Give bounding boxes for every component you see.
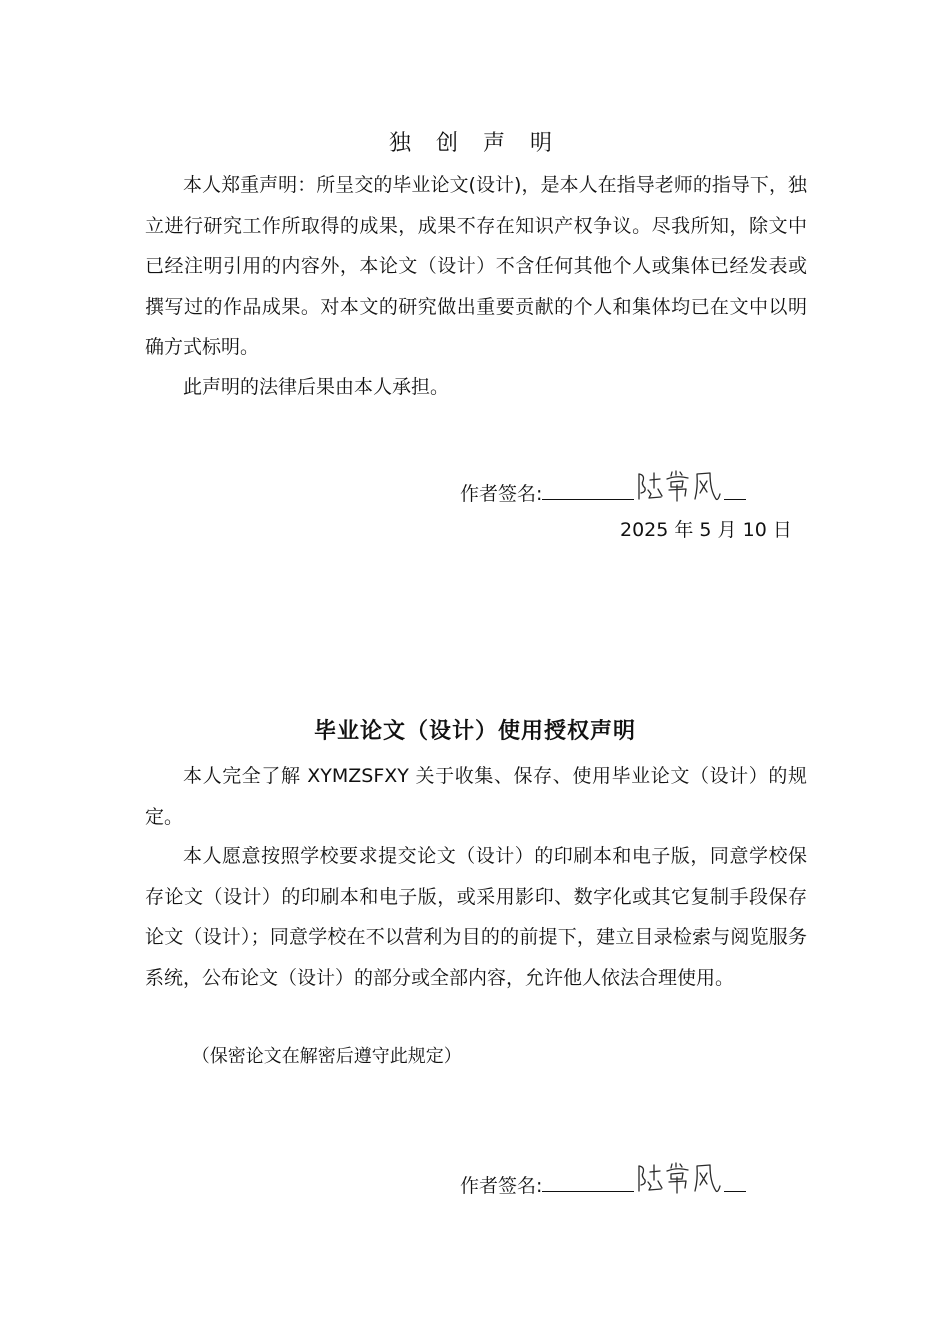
declaration-signature-line (460, 466, 746, 506)
signature-blank-tail (724, 1191, 746, 1192)
declaration-paragraph-2: 此声明的法律后果由本人承担。 (183, 376, 450, 398)
declaration-paragraph-1: 本人郑重声明：所呈交的毕业论文(设计)，是本人在指导老师的指导下，独立进行研究工作所取得的成果，成果不存在知识产权争议。尽我所知，除文中已经注明引用的内容外，本论文（设计）不含任何其他个人或集体已经发表或撰写过的作品成果。对本文的研究做出重要贡献的个人和集体均已在文中以明确方式标明。 (145, 174, 807, 358)
handwritten-signature (634, 466, 724, 506)
declaration-title: 独 创 声 明 (389, 131, 561, 156)
authorization-paragraph-2: 本人愿意按照学校要求提交论文（设计）的印刷本和电子版，同意学校保存论文（设计）的印刷本和电子版，或采用影印、数字化或其它复制手段保存论文（设计）；同意学校在不以营利为目的的前提下，建立目录检索与阅览服务系统，公布论文（设计）的部分或全部内容，允许他人依法合理使用。 (145, 845, 807, 989)
signature-blank (542, 499, 634, 500)
signature-label: 作者签名: (460, 1175, 543, 1197)
authorization-title: 毕业论文（设计）使用授权声明 (313, 719, 636, 744)
authorization-paragraph-1: 本人完全了解 XYMZSFXY 关于收集、保存、使用毕业论文（设计）的规定。 (145, 765, 807, 828)
authorization-note: （保密论文在解密后遵守此规定） (191, 1046, 462, 1067)
handwritten-signature (634, 1158, 724, 1198)
declaration-date: 2025 年 5 月 10 日 (620, 519, 792, 541)
signature-blank (542, 1191, 634, 1192)
signature-label: 作者签名: (460, 483, 543, 505)
authorization-signature-line (460, 1158, 746, 1198)
signature-blank-tail (724, 499, 746, 500)
